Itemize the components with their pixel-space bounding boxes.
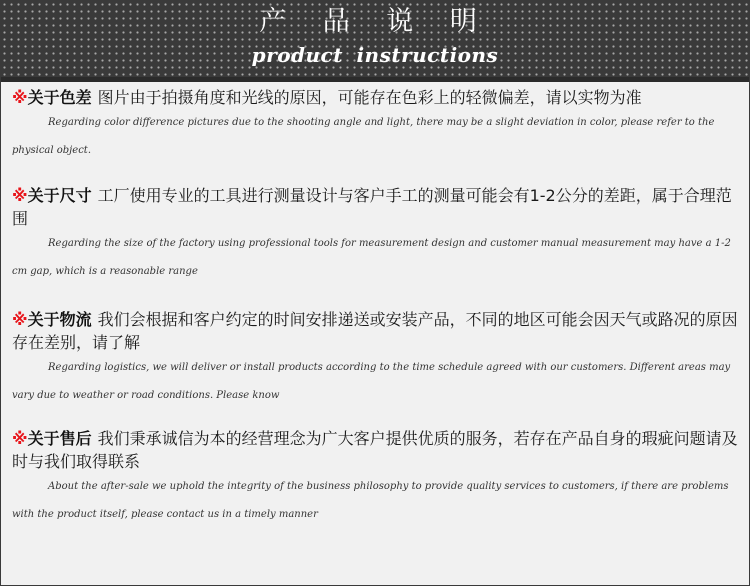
page-title-cn: 产 品 说 明: [259, 6, 491, 37]
instructions-content: [1, 77, 749, 585]
section-after-sale: [12, 427, 739, 551]
section-text-cn: 我们会根据和客户约定的时间安排递送或安装产品，不同的地区可能会因天气或路况的原因存在差别，请了解: [12, 310, 738, 352]
section-text-cn: 图片由于拍摄角度和光线的原因，可能存在色彩上的轻微偏差，请以实物为准: [97, 88, 642, 107]
section-heading: 关于色差: [27, 88, 92, 107]
section-logistics: [12, 308, 739, 427]
section-heading: 关于售后: [27, 429, 92, 448]
reference-mark-icon: ※: [12, 310, 28, 329]
page-title-en: product instructions: [251, 43, 499, 67]
section-color-difference: [12, 86, 739, 184]
section-heading: 关于尺寸: [27, 186, 92, 205]
section-text-en: About the after-sale we uphold the integrity of the business philosophy to provide quality services to customers, if there are problems with the product itself, please contact us in a timely manner: [12, 481, 729, 520]
section-heading: 关于物流: [27, 310, 92, 329]
section-text-en: Regarding the size of the factory using professional tools for measurement design and customer manual measurement may have a 1-2 cm gap, which is a reasonable range: [12, 238, 731, 277]
section-text-cn: 工厂使用专业的工具进行测量设计与客户手工的测量可能会有1-2公分的差距，属于合理范围: [12, 186, 732, 228]
reference-mark-icon: ※: [12, 88, 28, 107]
reference-mark-icon: ※: [12, 429, 28, 448]
section-text-en: Regarding logistics, we will deliver or install products according to the time schedule agreed with our customers. Different areas may vary due to weather or road conditions. Please know: [12, 362, 731, 401]
section-text-en: Regarding color difference pictures due to the shooting angle and light, there may be a slight deviation in color, please refer to the physical object.: [12, 117, 715, 156]
reference-mark-icon: ※: [12, 186, 28, 205]
section-size: [12, 184, 739, 308]
section-text-cn: 我们秉承诚信为本的经营理念为广大客户提供优质的服务，若存在产品自身的瑕疵问题请及时与我们取得联系: [12, 429, 738, 471]
header-banner: [1, 1, 749, 77]
